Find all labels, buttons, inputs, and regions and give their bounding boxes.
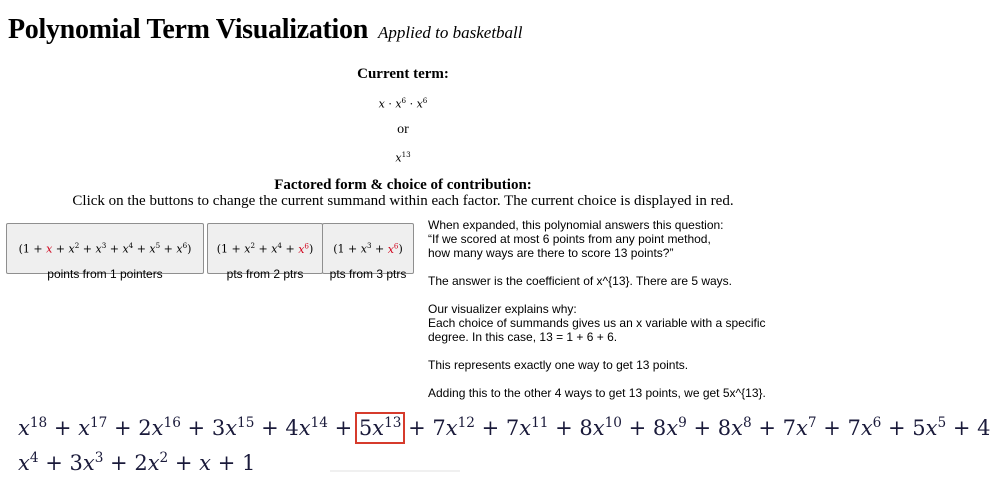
- factor-button-3-pointers[interactable]: $(1 + x^3 + x^6)$: [322, 223, 414, 274]
- current-term-product: $x \cdot x^6 \cdot x^6$: [378, 96, 428, 111]
- combined-exponent: 13: [401, 150, 411, 159]
- combined-base: x: [395, 151, 402, 165]
- factor-label-1: points from 1 pointers: [47, 267, 163, 281]
- page-subtitle: Applied to basketball: [378, 23, 523, 42]
- explanation-line: Our visualizer explains why:: [428, 302, 577, 316]
- factor-button-2-pointers[interactable]: $(1 + x^2 + x^4 + x^6)$: [207, 223, 323, 274]
- explanation-line: degree. In this case, 13 = 1 + 6 + 6.: [428, 330, 618, 344]
- factored-heading: Factored form & choice of contribution:: [274, 177, 532, 193]
- explanation-line: how many ways are there to score 13 points?”: [428, 246, 674, 260]
- current-term-combined: [0, 150, 806, 165]
- page-header: [8, 14, 523, 46]
- current-term-heading: Current term:: [357, 66, 449, 82]
- factor-label-2: pts from 2 ptrs: [226, 267, 304, 281]
- scroll-indicator: [330, 470, 460, 472]
- factored-instruction: Click on the buttons to change the current summand within each factor. The current choice is displayed in red.: [72, 193, 734, 209]
- explanation-line: Each choice of summands gives us an x variable with a specific: [428, 316, 766, 330]
- explanation-panel: [428, 218, 800, 400]
- explanation-line: This represents exactly one way to get 13 points.: [428, 358, 689, 372]
- explanation-answer: The answer is the coefficient of x^{13}. There are 5 ways.: [428, 274, 733, 288]
- explanation-line: “If we scored at most 6 points from any point method,: [428, 232, 711, 246]
- highlighted-term: $5x^{13}$: [358, 415, 402, 440]
- page-title: Polynomial Term Visualization: [8, 14, 369, 45]
- factor-button-1-pointers[interactable]: $(1 + x + x^2 + x^3 + x^4 + x^5 + x^6)$: [6, 223, 204, 274]
- or-text: or: [397, 122, 409, 137]
- explanation-line: When expanded, this polynomial answers this question:: [428, 218, 724, 232]
- factor-label-3: pts from 3 ptrs: [329, 267, 407, 281]
- explanation-line: Adding this to the other 4 ways to get 13 points, we get 5x^{13}.: [428, 386, 766, 400]
- expanded-polynomial: $x^{18} + x^{17} + 2x^{16} + 3x^{15} + 4x^{14} + 5x^{13} + 7x^{12} + 7x^{11} + 8x^{10} + 8x^9 + 8x^8 + 7x^7 + 7x^6 + 5x^5 + 4$ $x^4 + 3x^3 + 2x^2 + x + 1$: [18, 415, 991, 475]
